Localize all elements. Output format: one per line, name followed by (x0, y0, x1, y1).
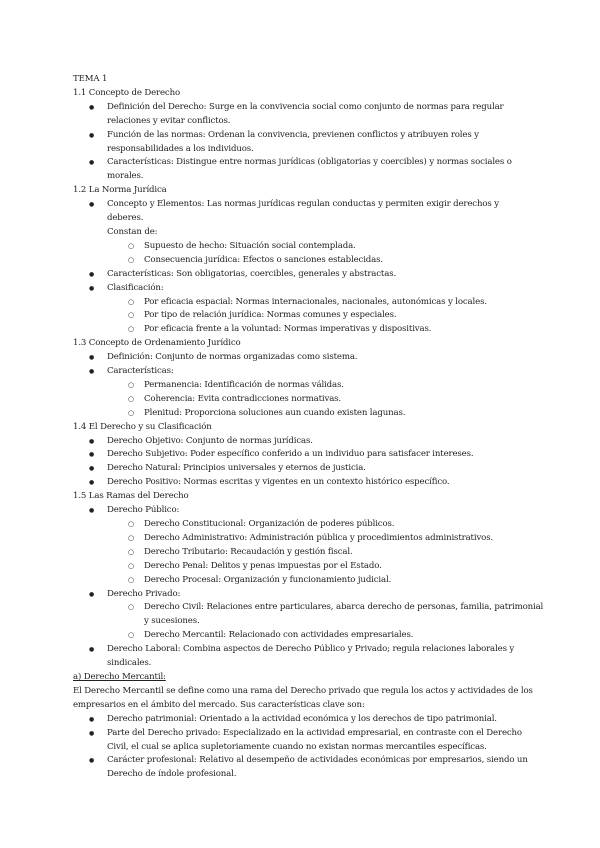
bullet-item (73, 588, 528, 602)
bullet-text: ● Derecho Subjetivo: Poder específico conferido a un individuo para satisfacer intereses. (107, 449, 474, 460)
sub-bullet-item: ○ Derecho Civil: Relaciones entre particulares, abarca derecho de personas, familia, patrimonial (73, 601, 528, 615)
bullet-item (73, 435, 528, 449)
bullet-text: ● Clasificación: (107, 282, 164, 293)
bullet-text: Civil, el cual se aplica supletoriamente cuando no existan normas mercantiles específicas. (107, 741, 487, 752)
paragraph-line: empresarios en el ámbito del mercado. Sus características clave son: (73, 699, 365, 710)
sub-bullet-item: ○ Derecho Penal: Delitos y penas impuestas por el Estado. (73, 560, 528, 574)
section-heading: 1.3 Concepto de Ordenamiento Jurídico (73, 338, 241, 349)
sub-bullet-item: ○ Por eficacia espacial: Normas internacionales, nacionales, autonómicas y locales. (73, 296, 528, 310)
paragraph-line: El Derecho Mercantil se define como una rama del Derecho privado que regula los actos y actividades de los (73, 685, 533, 696)
sub-bullet-item: ○ Plenitud: Proporciona soluciones aun cuando existen lagunas. (73, 407, 528, 421)
bullet-text: ● Derecho Positivo: Normas escritas y vigentes en un contexto histórico específico. (107, 477, 450, 488)
bullet-text: ● Definición del Derecho: Surge en la convivencia social como conjunto de normas para regular (107, 101, 504, 112)
bullet-item (73, 643, 528, 671)
bullet-item (73, 268, 528, 282)
bullet-item (73, 727, 528, 755)
bullet-text: ● Características: Distingue entre normas jurídicas (obligatorias y coercibles) y normas sociales o (107, 157, 512, 168)
bullet-item (73, 504, 528, 518)
sub-bullet-item: ○ Por eficacia frente a la voluntad: Normas imperativas y dispositivas. (73, 323, 528, 337)
bullet-text: Derecho de índole profesional. (107, 769, 237, 780)
section-heading: 1.2 La Norma Jurídica (73, 185, 167, 196)
bullet-text: sindicales. (107, 658, 152, 669)
sub-bullet-item: ○ Derecho Constitucional: Organización de poderes públicos. (73, 518, 528, 532)
bullet-text: ● Derecho Laboral: Combina aspectos de Derecho Público y Privado; regula relaciones laborales y (107, 644, 515, 655)
section-heading: 1.4 El Derecho y su Clasificación (73, 421, 212, 432)
bullet-item (73, 351, 528, 365)
sub-bullet-item: ○ Supuesto de hecho: Situación social contemplada. (73, 240, 528, 254)
sub-bullet-item: ○ Por tipo de relación jurídica: Normas comunes y especiales. (73, 309, 528, 323)
sub-bullet-item: ○ Derecho Administrativo: Administración pública y procedimientos administrativos. (73, 532, 528, 546)
sub-bullet-item: ○ Derecho Procesal: Organización y funcionamiento judicial. (73, 574, 528, 588)
sub-bullet-item: ○ Permanencia: Identificación de normas válidas. (73, 379, 528, 393)
bullet-item (73, 129, 528, 157)
bullet-text: responsabilidades a los individuos. (107, 143, 254, 154)
bullet-text: ● Parte del Derecho privado: Especializado en la actividad empresarial, en contraste con el Derecho (107, 727, 522, 738)
sub-bullet-item: ○ Coherencia: Evita contradicciones normativas. (73, 393, 528, 407)
section-heading: 1.1 Concepto de Derecho (73, 87, 181, 98)
document-body (73, 73, 544, 782)
bullet-text: ● Derecho Natural: Principios universales y eternos de justicia. (107, 463, 366, 474)
bullet-item (73, 448, 528, 462)
bullet-item (73, 156, 528, 184)
bullet-text: ● Características: Son obligatorias, coercibles, generales y abstractas. (107, 268, 397, 279)
bullet-item (73, 365, 528, 379)
bullet-text: ● Derecho Público: (107, 505, 180, 516)
bullet-text: relaciones y evitar conflictos. (107, 115, 231, 126)
bullet-item (73, 713, 528, 727)
bullet-item (73, 282, 528, 296)
bullet-text: ● Definición: Conjunto de normas organizadas como sistema. (107, 352, 358, 363)
sub-bullet-item: ○ Consecuencia jurídica: Efectos o sanciones establecidas. (73, 254, 528, 268)
section-heading: 1.5 Las Ramas del Derecho (73, 491, 189, 502)
sub-bullet-item: ○ Derecho Mercantil: Relacionado con actividades empresariales. (73, 629, 528, 643)
bullet-text: morales. (107, 171, 144, 182)
subsection-heading: a) Derecho Mercantil: (73, 671, 166, 682)
bullet-item (73, 754, 528, 782)
document-title: TEMA 1 (73, 74, 108, 84)
bullet-item (73, 462, 528, 476)
bullet-text: ● Características: (107, 366, 174, 377)
bullet-text: ● Función de las normas: Ordenan la convivencia, previenen conflictos y atribuyen roles y (107, 129, 479, 140)
sub-bullet-item: ○ Derecho Tributario: Recaudación y gestión fiscal. (73, 546, 528, 560)
bullet-text: ● Concepto y Elementos: Las normas jurídicas regulan conductas y permiten exigir derechos y deberes. (107, 199, 499, 224)
bullet-text: ● Carácter profesional: Relativo al desempeño de actividades económicas por empresarios, siendo un (107, 755, 528, 766)
bullet-item (73, 101, 528, 129)
sub-bullet-continuation: y sucesiones. (144, 616, 200, 627)
bullet-text: ● Derecho Objetivo: Conjunto de normas jurídicas. (107, 435, 313, 446)
bullet-item (73, 476, 528, 490)
bullet-text: Constan de: (107, 226, 158, 237)
bullet-text: ● Derecho patrimonial: Orientado a la actividad económica y los derechos de tipo patrimonial. (107, 713, 497, 724)
bullet-text: ● Derecho Privado: (107, 588, 181, 599)
bullet-item (73, 198, 528, 240)
